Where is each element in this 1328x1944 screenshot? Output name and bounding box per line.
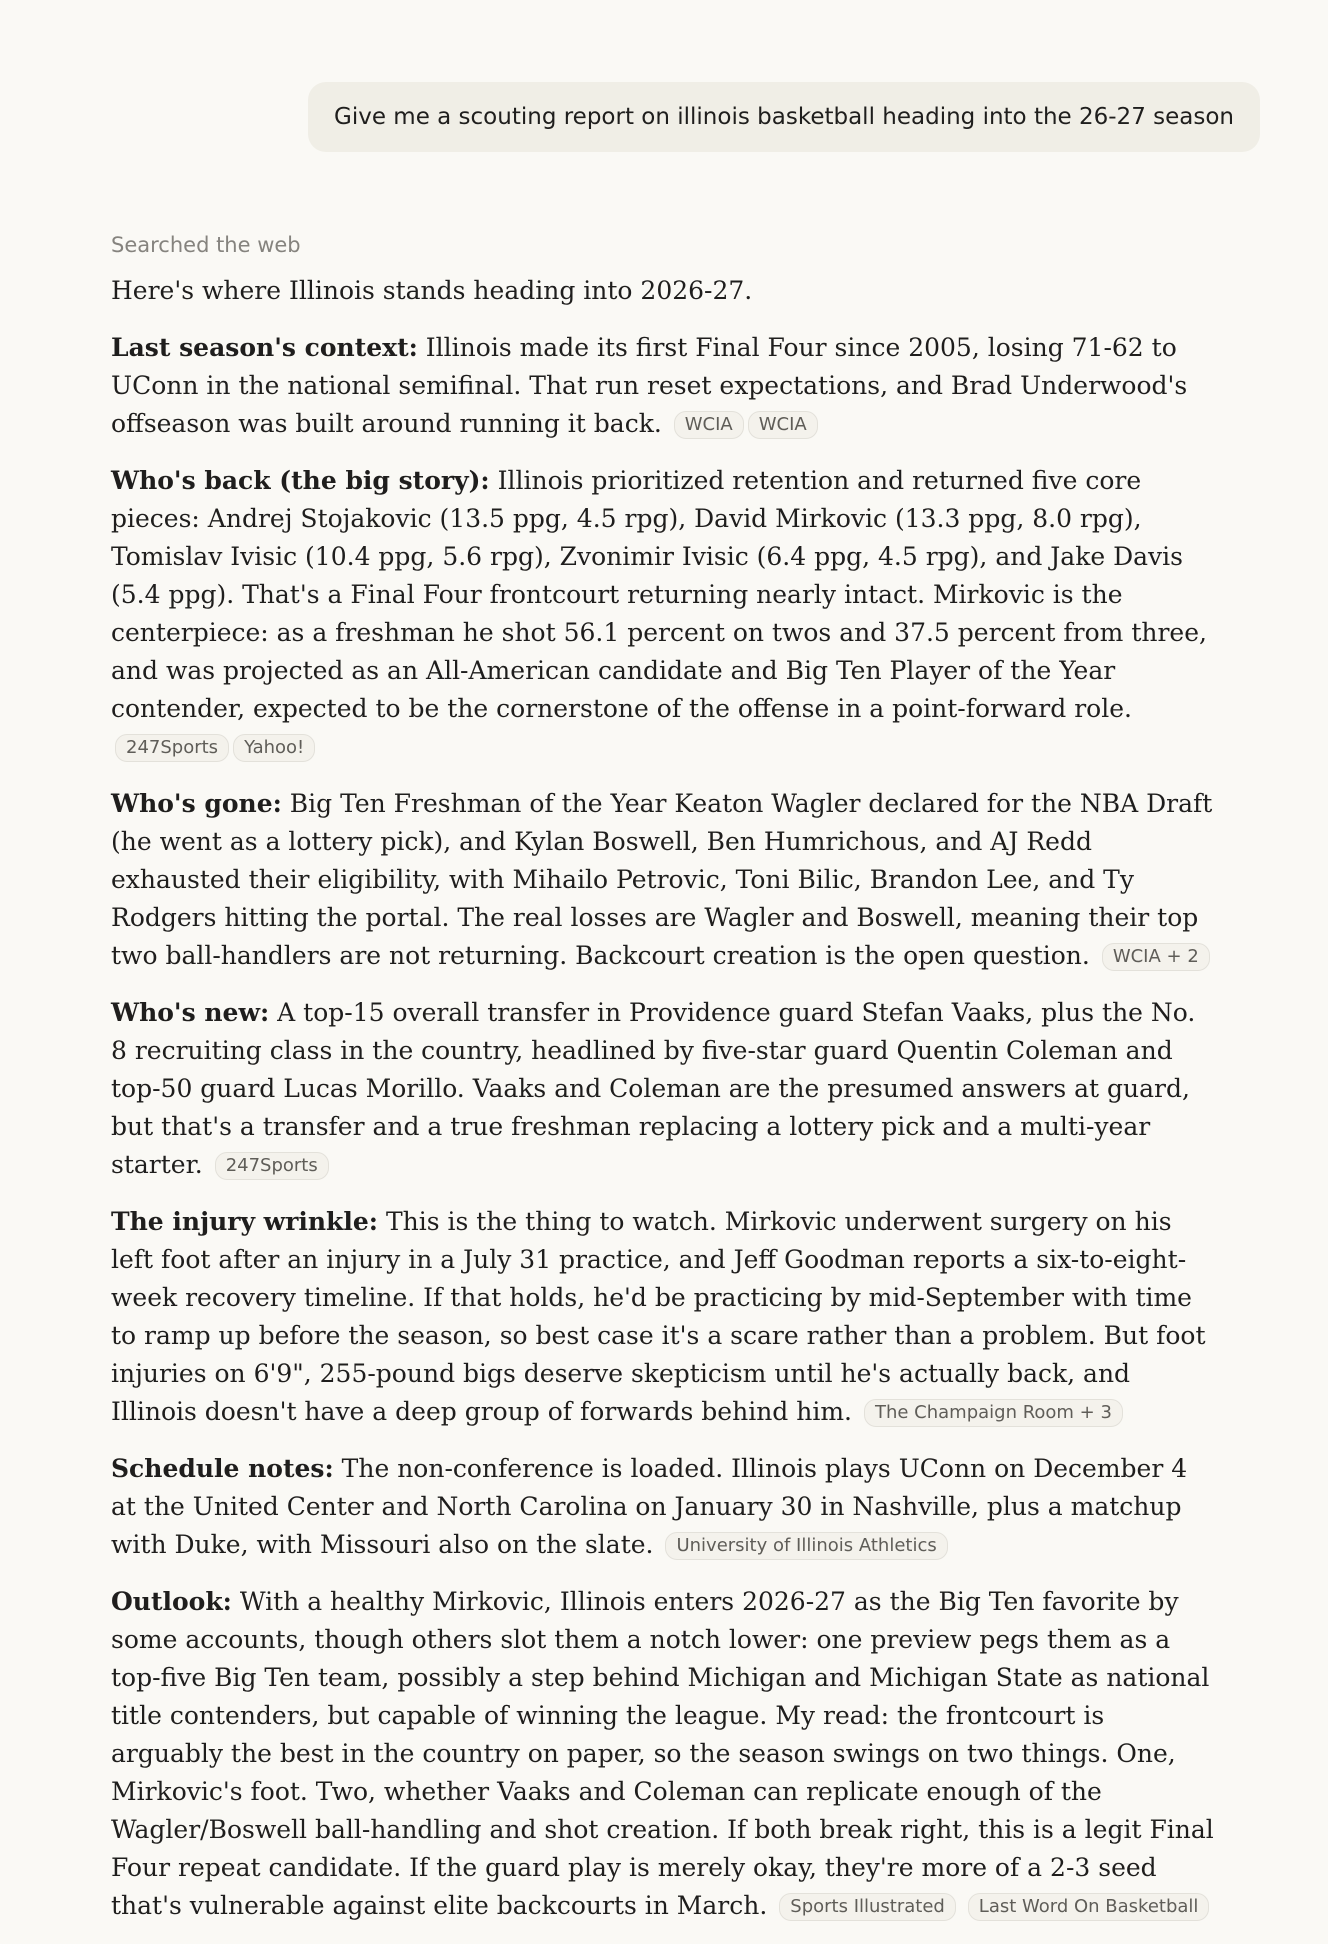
citation-chip[interactable]: WCIA + 2 — [1102, 943, 1210, 971]
citation-chip[interactable]: WCIA — [674, 411, 744, 439]
citation-chip[interactable]: 247Sports — [215, 1152, 329, 1180]
paragraph-text: Illinois made its first Final Four since 2005, losing 71-62 to UConn in the national semifinal. That run reset expectations, and Brad Underwood's offseason was built around running it back. — [111, 333, 1188, 438]
user-message-bubble — [308, 82, 1260, 152]
paragraph-whos-gone — [111, 785, 1217, 975]
response-intro: Here's where Illinois stands heading into 2026-27. — [111, 276, 753, 305]
paragraph-lead: Outlook: — [111, 1587, 232, 1616]
paragraph-lead: The injury wrinkle: — [111, 1207, 379, 1236]
citation-chip[interactable]: Sports Illustrated — [779, 1893, 956, 1921]
assistant-response — [111, 230, 1217, 1944]
paragraph-text: This is the thing to watch. Mirkovic underwent surgery on his left foot after an injury in a July 31 practice, and Jeff Goodman reports a six-to-eight-week recovery timeline. If that holds, he'd be practicing by mid-September with time to ramp up before the season, so best case it's a scare rather than a problem. But foot injuries on 6'9", 255-pound bigs deserve skepticism until he's actually back, and Illinois doesn't have a deep group of forwards behind him. — [111, 1207, 1206, 1426]
searched-the-web-indicator[interactable]: Searched the web — [111, 233, 301, 257]
paragraph-lead: Who's gone: — [111, 789, 282, 818]
paragraph-text: With a healthy Mirkovic, Illinois enters 2026-27 as the Big Ten favorite by some accounts, though others slot them a notch lower: one preview pegs them as a top-five Big Ten team, possibly a step behind Michigan and Michigan State as national title contenders, but capable of winning the league. My read: the frontcourt is arguably the best in the country on paper, so the season swings on two things. One, Mirkovic's foot. Two, whether Vaaks and Coleman can replicate enough of the Wagler/Boswell ball-handling and shot creation. If both break right, this is a legit Final Four repeat candidate. If the guard play is merely okay, they're more of a 2-3 seed that's vulnerable against elite backcourts in March. — [111, 1587, 1214, 1920]
paragraph-text: Illinois prioritized retention and returned five core pieces: Andrej Stojakovic (13.5 ppg, 4.5 rpg), David Mirkovic (13.3 ppg, 8.0 rpg), Tomislav Ivisic (10.4 ppg, 5.6 rpg), Zvonimir Ivisic (6.4 ppg, 4.5 rpg), and Jake Davis (5.4 ppg). That's a Final Four frontcourt returning nearly intact. Mirkovic is the centerpiece: as a freshman he shot 56.1 percent on twos and 37.5 percent from three, and was projected as an All-American candidate and Big Ten Player of the Year contender, expected to be the cornerstone of the offense in a point-forward role. — [111, 466, 1207, 723]
paragraph-last-season-context — [111, 329, 1217, 443]
citation-chip[interactable]: Last Word On Basketball — [968, 1893, 1210, 1921]
paragraph-lead: Schedule notes: — [111, 1454, 334, 1483]
paragraph-outlook — [111, 1583, 1217, 1925]
paragraph-whos-new — [111, 994, 1217, 1184]
citation-chip[interactable]: The Champaign Room + 3 — [864, 1399, 1123, 1427]
paragraph-text: The non-conference is loaded. Illinois plays UConn on December 4 at the United Center and North Carolina on January 30 in Nashville, plus a matchup with Duke, with Missouri also on the slate. — [111, 1454, 1188, 1559]
citation-chip[interactable]: University of Illinois Athletics — [665, 1532, 947, 1560]
paragraph-lead: Last season's context: — [111, 333, 418, 362]
paragraph-text: Big Ten Freshman of the Year Keaton Wagler declared for the NBA Draft (he went as a lottery pick), and Kylan Boswell, Ben Humrichous, and AJ Redd exhausted their eligibility, with Mihailo Petrovic, Toni Bilic, Brandon Lee, and Ty Rodgers hitting the portal. The real losses are Wagler and Boswell, meaning their top two ball-handlers are not returning. Backcourt creation is the open question. — [111, 789, 1213, 970]
paragraph-lead: Who's new: — [111, 998, 270, 1027]
paragraph-lead: Who's back (the big story): — [111, 466, 490, 495]
citation-chip[interactable]: Yahoo! — [233, 734, 315, 762]
paragraph-injury-wrinkle — [111, 1203, 1217, 1431]
paragraph-whos-back — [111, 462, 1217, 766]
paragraph-schedule-notes — [111, 1450, 1217, 1564]
citation-chip[interactable]: WCIA — [748, 411, 818, 439]
paragraph-text: A top-15 overall transfer in Providence guard Stefan Vaaks, plus the No. 8 recruiting class in the country, headlined by five-star guard Quentin Coleman and top-50 guard Lucas Morillo. Vaaks and Coleman are the presumed answers at guard, but that's a transfer and a true freshman replacing a lottery pick and a multi-year starter. — [111, 998, 1196, 1179]
user-message-text: Give me a scouting report on illinois basketball heading into the 26-27 season — [334, 104, 1234, 130]
citation-chip[interactable]: 247Sports — [115, 734, 229, 762]
